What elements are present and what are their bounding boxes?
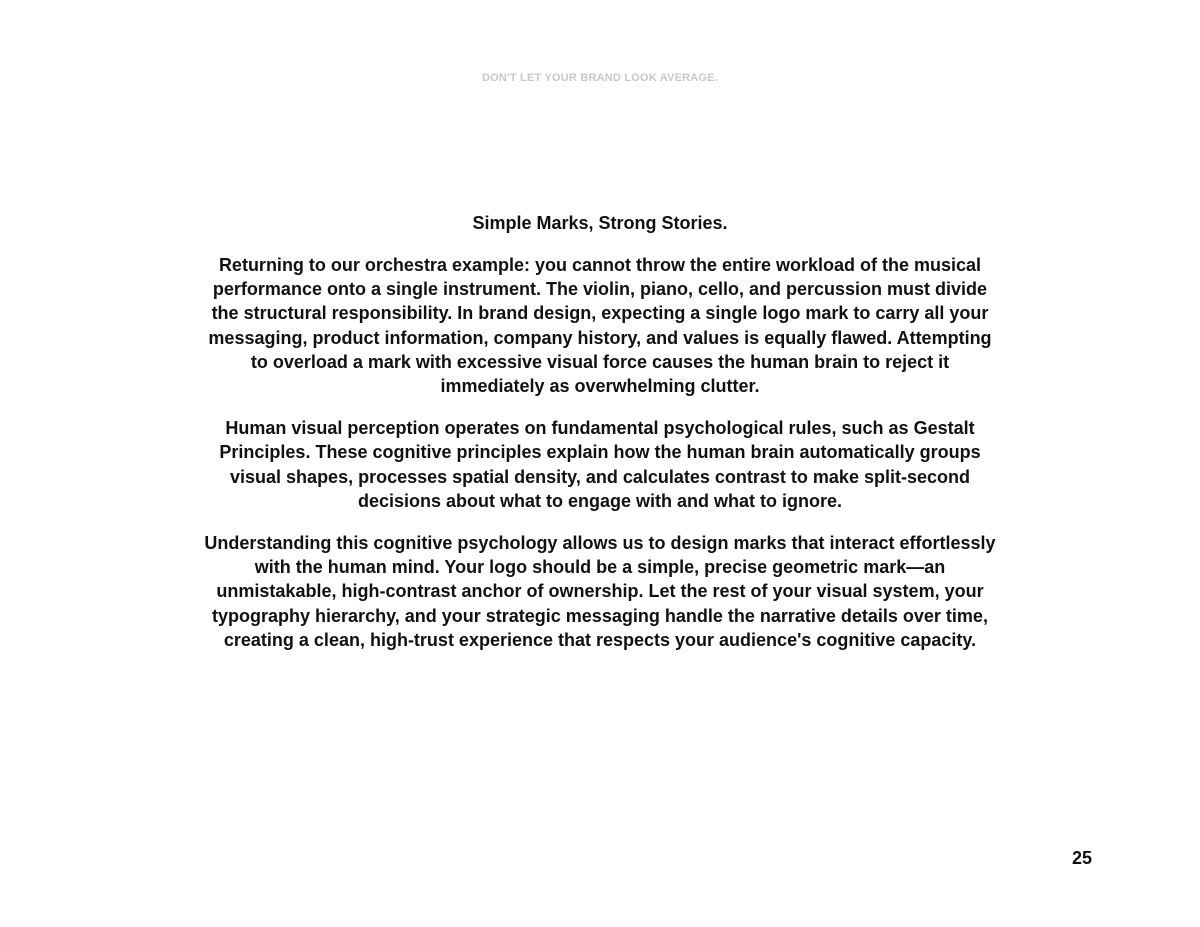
paragraph-cognitive-psychology: Understanding this cognitive psychology allows us to design marks that interact effortlessly with the human mind. Your logo should be a simple, precise geometric mark—an unmistakable, high-contrast anchor of ownership. Let the rest of your visual system, your typography hierarchy, and your strategic messaging handle the narrative details over time, creating a clean, high-trust experience that respects your audience's cognitive capacity. xyxy=(204,533,996,650)
page-number: 25 xyxy=(1071,848,1092,868)
page-body xyxy=(200,211,1000,670)
running-header: DON'T LET YOUR BRAND LOOK AVERAGE. xyxy=(482,72,718,84)
paragraph-orchestra: Returning to our orchestra example: you cannot throw the entire workload of the musical performance onto a single instrument. The violin, piano, cello, and percussion must divide the structural responsibility. In brand design, expecting a single logo mark to carry all your messaging, product information, company history, and values is equally flawed. Attempting to overload a mark with excessive visual force causes the human brain to reject it immediately as overwhelming clutter. xyxy=(208,255,992,397)
section-title: Simple Marks, Strong Stories. xyxy=(472,213,728,233)
paragraph-gestalt: Human visual perception operates on fundamental psychological rules, such as Gestalt Principles. These cognitive principles explain how the human brain automatically groups visual shapes, processes spatial density, and calculates contrast to make split-second decisions about what to engage with and what to ignore. xyxy=(219,418,981,511)
